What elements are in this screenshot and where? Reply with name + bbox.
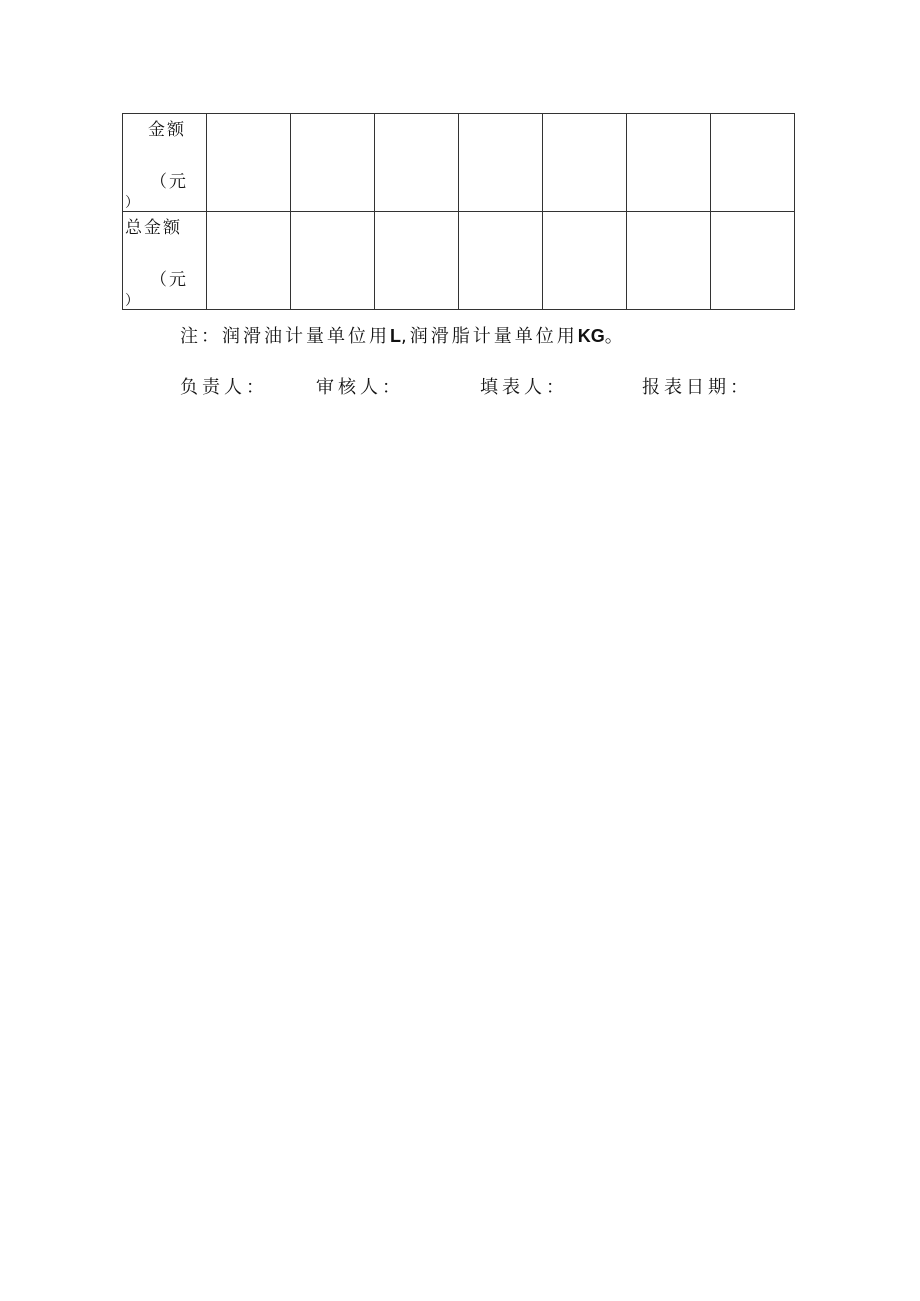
table-cell[interactable]	[207, 114, 291, 212]
note-prefix: 注：润滑油计量单位用	[180, 326, 390, 347]
row-label-cell	[123, 114, 207, 212]
row-label-total-amount: 总金额	[125, 218, 182, 238]
table-cell[interactable]	[459, 114, 543, 212]
signature-report-date: 报表日期：	[642, 377, 752, 398]
note-unit-grease: KG	[577, 326, 605, 346]
row-label-cell	[123, 212, 207, 310]
signature-reviewer: 审核人：	[316, 377, 404, 398]
table-cell[interactable]	[291, 114, 375, 212]
amount-table	[122, 113, 795, 310]
row-label-unit-close: ）	[125, 195, 141, 211]
table-cell[interactable]	[459, 212, 543, 310]
row-label-unit-close: ）	[125, 293, 141, 309]
table-cell[interactable]	[291, 212, 375, 310]
table-cell[interactable]	[711, 114, 795, 212]
table-cell[interactable]	[543, 212, 627, 310]
note-suffix: 。	[604, 326, 626, 347]
unit-note	[180, 326, 626, 347]
row-label-unit-open: （元	[150, 172, 188, 192]
table-cell[interactable]	[711, 212, 795, 310]
table-cell[interactable]	[627, 212, 711, 310]
table-cell[interactable]	[207, 212, 291, 310]
table-cell[interactable]	[543, 114, 627, 212]
note-unit-oil: L	[390, 326, 401, 346]
signature-responsible: 负责人：	[180, 377, 268, 398]
table-row-total-amount	[123, 212, 795, 310]
table-cell[interactable]	[375, 212, 459, 310]
note-middle: ,润滑脂计量单位用	[401, 326, 578, 347]
signature-preparer: 填表人：	[480, 377, 568, 398]
table-cell[interactable]	[375, 114, 459, 212]
row-label-amount: 金额	[148, 120, 186, 140]
row-label-unit-open: （元	[150, 270, 188, 290]
table-row-amount	[123, 114, 795, 212]
table-cell[interactable]	[627, 114, 711, 212]
